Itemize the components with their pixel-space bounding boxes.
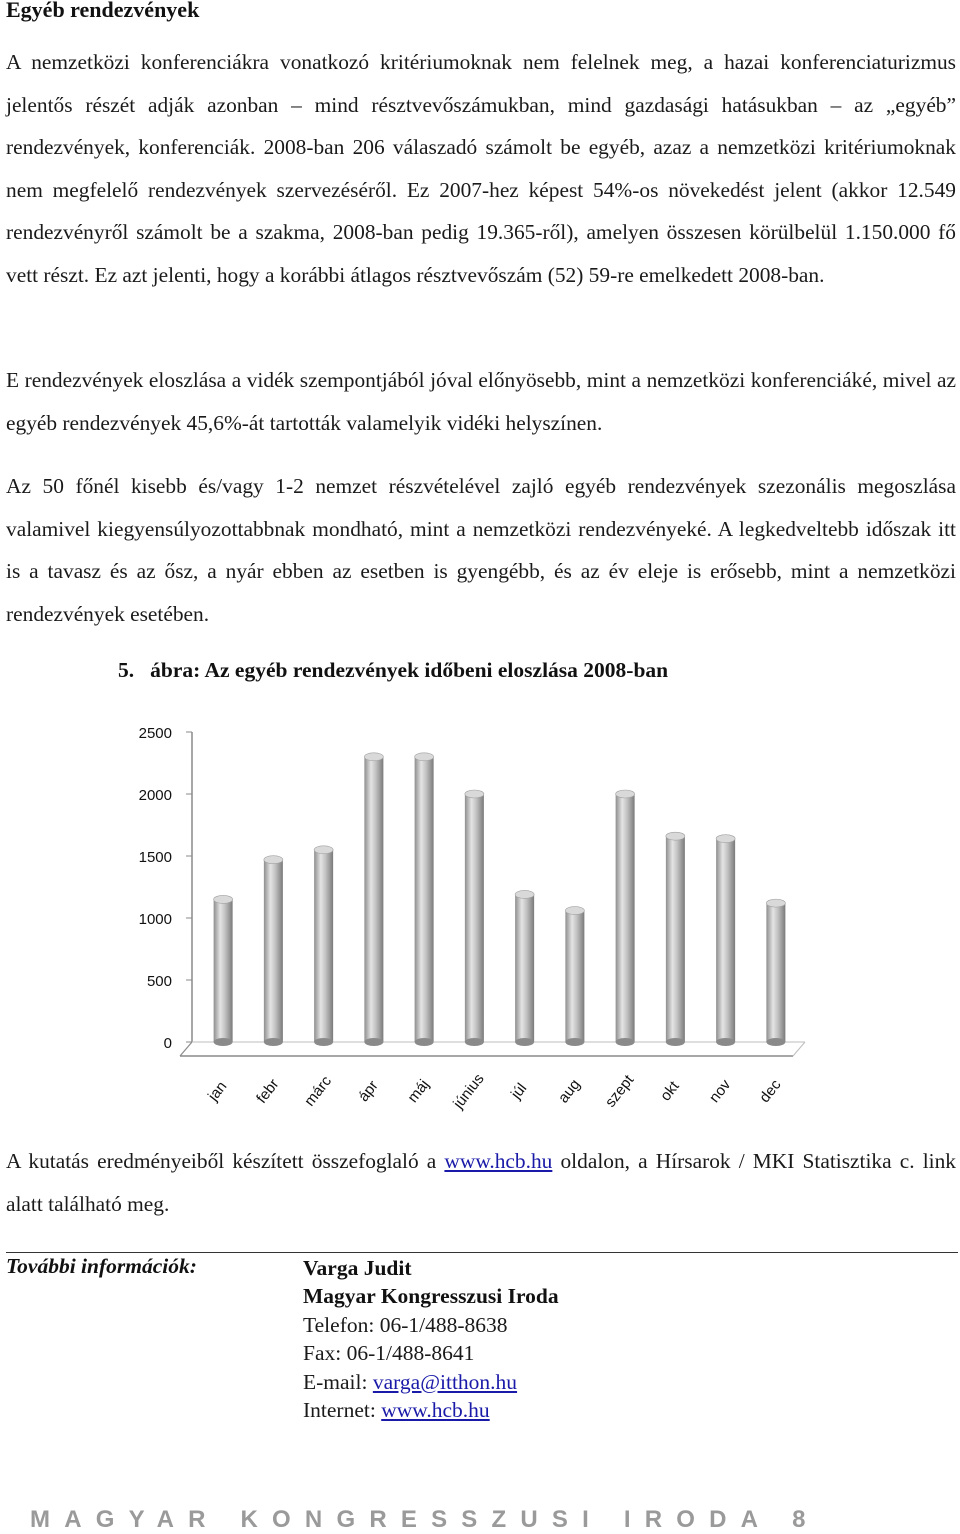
bar-base [415,1038,434,1046]
source-note [6,1140,956,1225]
bar-body [214,899,233,1042]
contact-email-label: E-mail: [303,1369,373,1394]
bar-body [415,757,434,1042]
bar-body [465,794,484,1042]
y-tick-label: 0 [163,1035,172,1052]
monthly-events-chart [100,712,820,1142]
bar-base [264,1038,283,1046]
divider [6,1252,958,1253]
bar-jan [214,895,233,1046]
bar-base [214,1038,233,1046]
x-tick-label: okt [656,1078,683,1105]
footer-text: MAGYAR KONGRESSZUSI IRODA [30,1506,772,1533]
contact-label: További információk: [6,1254,197,1278]
x-tick-label: jan [204,1078,231,1105]
contact-block [303,1254,559,1424]
bar-ápr [364,753,383,1046]
contact-name: Varga Judit [303,1256,412,1280]
figure-caption-text: ábra: Az egyéb rendezvények időbeni eloszlása 2008-ban [150,658,669,682]
bar-body [666,836,685,1042]
bar-base [314,1038,333,1046]
bar-top [415,753,434,761]
bar-szept [616,790,635,1046]
bar-top [666,832,685,840]
bar-top [314,846,333,854]
bar-top [515,890,534,898]
y-tick-label: 2000 [138,787,172,804]
contact-fax: Fax: 06-1/488-8641 [303,1341,475,1366]
contact-internet-label: Internet: [303,1398,382,1423]
x-tick-label: márc [301,1072,336,1110]
x-tick-label: június [450,1070,488,1112]
y-tick-labels [139,725,192,1052]
contact-email-row [303,1368,559,1396]
y-tick-label: 1000 [138,911,172,928]
bar-top [364,753,383,761]
x-tick-label: júl [507,1080,531,1103]
bar-top [264,856,283,864]
bar-body [314,850,333,1042]
bar-júl [515,890,534,1046]
x-tick-label: ápr [354,1077,382,1106]
contact-internet-row [303,1396,559,1424]
hcb-link[interactable]: www.hcb.hu [444,1149,553,1173]
figure-caption [118,658,668,683]
x-tick-label: nov [705,1076,735,1106]
contact-phone: Telefon: 06-1/488-8638 [303,1312,508,1337]
bar-top [616,790,635,798]
y-tick-label: 500 [146,973,172,990]
bar-base [716,1038,735,1046]
source-note-after: oldalon, a Hírsarok / MKI Statisztika c. link alatt található meg. [6,1149,956,1216]
y-tick-label: 1500 [138,849,172,866]
x-tick-label: aug [554,1076,584,1107]
bar-body [565,911,584,1042]
figure-number: 5. [118,658,135,682]
page-number: 8 [792,1506,806,1533]
section-heading: Egyéb rendezvények [6,0,200,22]
bar-base [515,1038,534,1046]
bar-body [364,757,383,1042]
bar-body [515,894,534,1042]
bar-top [766,899,785,907]
bar-base [766,1038,785,1046]
floor-left-edge [180,1042,192,1056]
bar-máj [415,753,434,1046]
bar-body [264,860,283,1042]
bar-top [716,835,735,843]
y-tick-label: 2500 [138,725,172,742]
paragraph-distribution: E rendezvények eloszlása a vidék szempontjából jóval előnyösebb, mint a nemzetközi konferenciáké, mivel az egyéb rendezvények 45,6%-át tartották valamelyik vidéki helyszínen. [6,368,956,435]
bar-márc [314,846,333,1046]
x-tick-label: szept [601,1071,638,1111]
bar-okt [666,832,685,1046]
bar-top [214,895,233,903]
x-tick-label: máj [404,1076,433,1106]
contact-org: Magyar Kongresszusi Iroda [303,1284,559,1309]
bar-dec [766,899,785,1046]
bar-top [565,907,584,915]
bar-base [616,1038,635,1046]
bar-top [465,790,484,798]
bar-body [766,903,785,1042]
x-tick-label: febr [253,1075,283,1107]
bar-base [465,1038,484,1046]
bar-aug [565,907,584,1046]
bar-nov [716,835,735,1046]
bar-base [364,1038,383,1046]
bar-base [666,1038,685,1046]
x-tick-label: dec [756,1076,785,1106]
bar-június [465,790,484,1046]
source-note-before: A kutatás eredményeiből készített összefoglaló a [6,1149,445,1173]
bar-body [716,839,735,1042]
bar-febr [264,856,283,1046]
x-tick-labels [204,1071,785,1113]
bar-body [616,794,635,1042]
paragraph-intro: A nemzetközi konferenciákra vonatkozó kritériumoknak nem felelnek meg, a hazai konferenciaturizmus jelentős részét adják azonban – mind résztvevőszámukban, mind gazdasági hatásukban – az „egyéb” rendezvények, konferenciák. 2008-ban 206 válaszadó számolt be egyéb, azaz a nemzetközi kritériumoknak nem megfelelő rendezvények szervezéséről. Ez 2007-hez képest 54%-os növekedést jelent (akkor 12.549 rendezvényről számolt be a szakma, 2008-ban pedig 19.365-ről), amelyen összesen körülbelül 1.150.000 fő vett részt. Ez azt jelenti, hogy a korábbi átlagos résztvevőszám (52) 59-re emelkedett 2008-ban. [6,50,956,287]
contact-email-link[interactable]: varga@itthon.hu [372,1369,518,1394]
paragraph-seasonality: Az 50 főnél kisebb és/vagy 1-2 nemzet részvételével zajló egyéb rendezvények szezonális megoszlása valamivel kiegyensúlyozottabbnak mondható, mint a nemzetközi rendezvényeké. A legkedveltebb időszak itt is a tavasz és az ősz, a nyár ebben az esetben is gyengébb, és az év eleje is erősebb, mint a nemzetközi rendezvények esetében. [6,474,956,626]
floor-right-edge [793,1042,805,1056]
bar-base [565,1038,584,1046]
page-footer [30,1506,950,1534]
chart-bars [214,753,786,1046]
contact-internet-link[interactable]: www.hcb.hu [381,1398,490,1423]
